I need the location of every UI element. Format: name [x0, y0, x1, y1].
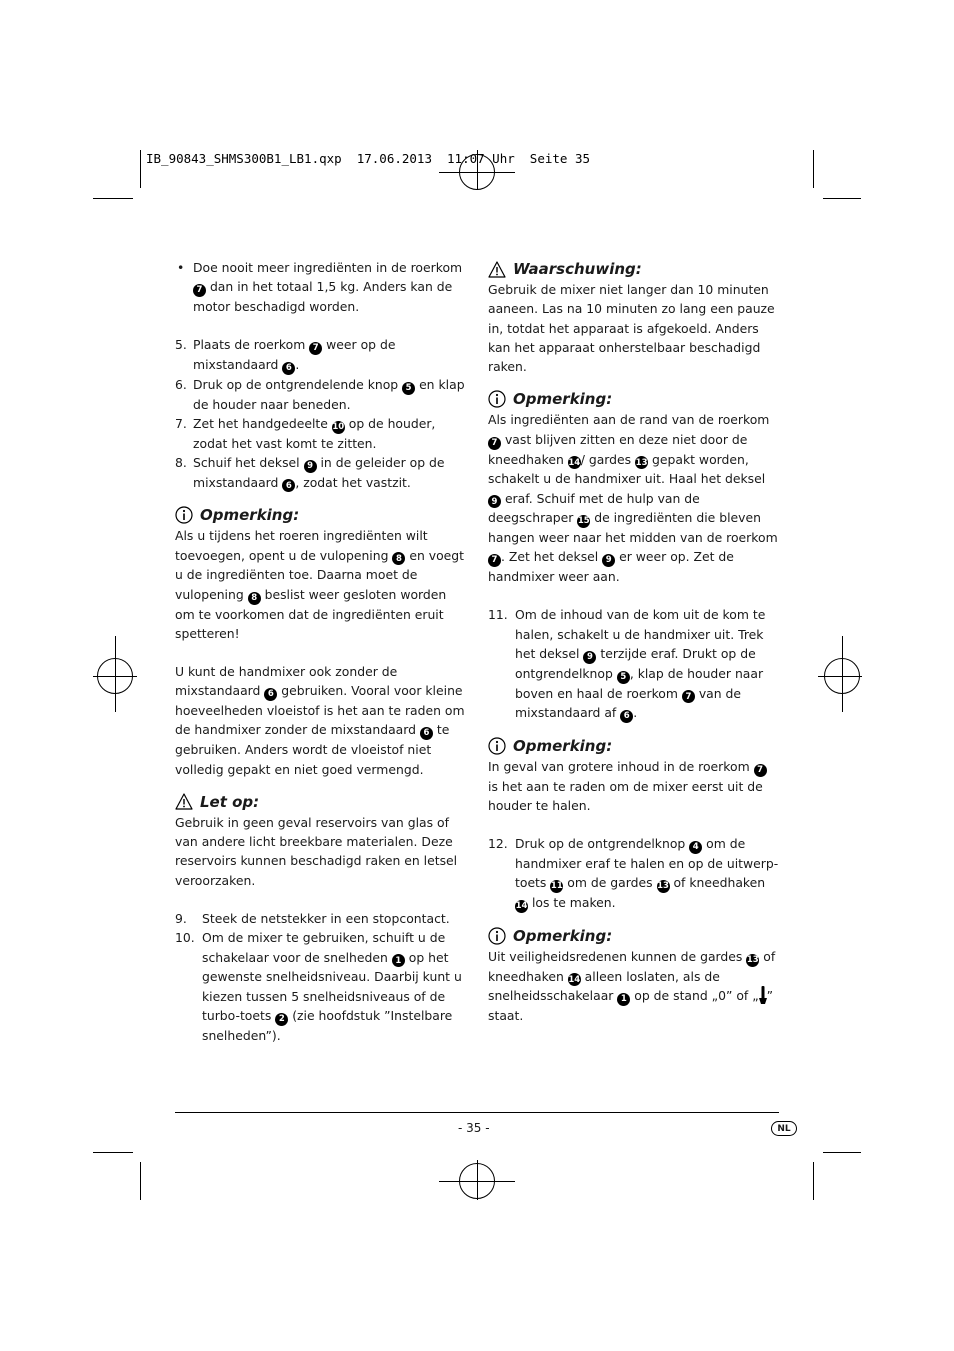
note-body: Als ingrediënten aan de rand van de roerkom 7 vast blijven zitten en deze niet door de kneedhaken 14/ gardes 13 gepakt worden, schakelt u de handmixer uit. Haal het deksel 9 eraf. Schuif met de hulp van de deegschraper 15 de ingrediënten die bleven hangen weer naar het midden van de roerkom 7 . Zet het deksel 9 er weer op. Zet de handmixer weer aan. [488, 412, 778, 585]
crop-mark [140, 150, 141, 188]
part-number-badge: 1 [617, 993, 630, 1006]
info-icon [488, 737, 506, 755]
print-header: IB_90843_SHMS300B1_LB1.qxp 17.06.2013 11:07 Uhr Seite 35 [146, 151, 591, 166]
registration-mark [477, 1160, 478, 1200]
part-number-badge: 9 [304, 460, 317, 473]
warning-body: Gebruik de mixer niet langer dan 10 minuten aaneen. Las na 10 minuten zo lang een pauze in, totdat het apparaat is afgekoeld. Anders kan het apparaat onherstelbaar beschadigd raken. [488, 282, 775, 375]
part-number-badge: 7 [488, 437, 501, 450]
step-9: 9. Steek de netstekker in een stopcontact. [175, 909, 467, 928]
part-number-badge: 10 [332, 421, 345, 432]
part-number-badge: 11 [550, 881, 563, 892]
part-number-badge: 13 [635, 457, 648, 468]
step-number: 11. [488, 607, 508, 623]
step-7: 7. Zet het handgedeelte 10 op de houder, zodat het vast komt te zitten. [175, 415, 436, 451]
note-heading [488, 735, 780, 757]
step-number: 8. [175, 454, 187, 470]
part-number-badge: 15 [577, 516, 590, 527]
part-number-badge: 9 [583, 651, 596, 664]
info-icon [175, 506, 193, 524]
part-number-badge: 14 [568, 974, 581, 985]
switch-position-icon [759, 988, 767, 1003]
step-8: 8. Schuif het deksel 9 in de geleider op de mixstandaard 6 , zodat het vastzit. [175, 454, 445, 491]
note-body: Als u tijdens het roeren ingrediënten wilt toevoegen, opent u de vulopening 8 en voegt u de ingrediënten toe. Daarna moet de vulopening 8 beslist weer gesloten worden om te voorkomen dat de ingrediënten eruit spetteren! [175, 528, 465, 641]
part-number-badge: 13 [746, 954, 759, 965]
crop-mark [93, 1152, 133, 1153]
note-heading [488, 925, 780, 947]
step-11: 11. Om de inhoud van de kom uit de kom te halen, schakelt u de handmixer uit. Trek het deksel 9 terzijde eraf. Drukt op de ontgrendelknop 5 , klap de houder naar boven en haal de roerkom 7 van de mixstandaard af 6 . [488, 607, 766, 722]
info-icon [488, 390, 506, 408]
language-badge: NL [771, 1121, 797, 1136]
warning-title: Waarschuwing: [513, 260, 642, 278]
crop-mark [140, 1162, 141, 1200]
part-number-badge: 9 [602, 554, 615, 567]
bullet-item: • Doe nooit meer ingrediënten in de roerkom 7 dan in het totaal 1,5 kg. Anders kan de motor beschadigd worden. [175, 258, 467, 316]
part-number-badge: 2 [275, 1013, 288, 1026]
part-number-badge: 6 [620, 710, 633, 723]
part-number-badge: 7 [488, 554, 501, 567]
part-number-badge: 5 [402, 382, 415, 395]
part-number-badge: 6 [420, 727, 433, 740]
part-number-badge: 5 [617, 671, 630, 684]
left-column [175, 258, 467, 1045]
step-number: 10. [175, 930, 195, 946]
part-number-badge: 1 [392, 954, 405, 967]
part-number-badge: 6 [282, 362, 295, 375]
note-title: Opmerking: [513, 926, 613, 945]
crop-mark [93, 198, 133, 199]
step-5: 5. Plaats de roerkom 7 weer op de mixstandaard 6 . [175, 337, 396, 374]
paragraph: U kunt de handmixer ook zonder de mixstandaard 6 gebruiken. Vooral voor kleine hoeveelheden vloeistof is het aan te raden om de handmixer zonder de mixstandaard 6 te gebruiken. Anders wordt de vloeistof niet volledig gepakt en niet goed vermengd. [175, 664, 465, 777]
warning-heading [488, 258, 780, 280]
note-title: Opmerking: [513, 737, 613, 756]
step-number: 9. [175, 911, 187, 926]
part-number-badge: 6 [282, 479, 295, 492]
step-12: 12. Druk op de ontgrendelknop 4 om de handmixer eraf te halen en op de uitwerp-toets 11 om de gardes 13 of kneedhaken 14 los te maken. [488, 836, 779, 912]
step-10: 10. Om de mixer te gebruiken, schuift u de schakelaar voor de snelheden 1 op het gewenste snelheidsniveau. Daarbij kunt u kiezen tussen 5 snelheidsniveaus of de turbo-toets 2 (zie hoofdstuk ”Instelbare snelheden”). [175, 930, 462, 1043]
part-number-badge: 4 [689, 841, 702, 854]
note-body: In geval van grotere inhoud in de roerkom 7 is het aan te raden om de mixer eerst uit de houder te halen. [488, 757, 780, 815]
warning-icon [488, 260, 506, 278]
note-title: Opmerking: [200, 506, 300, 525]
registration-mark [842, 636, 843, 712]
step-number: 12. [488, 836, 508, 852]
step-number: 5. [175, 337, 187, 353]
warning-icon [175, 793, 193, 811]
step-number: 6. [175, 376, 187, 392]
part-number-badge: 7 [309, 342, 322, 355]
crop-mark [823, 198, 861, 199]
part-number-badge: 7 [754, 764, 767, 777]
note-heading [488, 388, 780, 410]
part-number-badge: 6 [264, 688, 277, 701]
part-number-badge: 9 [488, 495, 501, 508]
part-number-badge: 13 [657, 881, 669, 892]
part-number-badge: 7 [682, 690, 695, 703]
crop-mark [813, 150, 814, 188]
part-number-badge: 14 [568, 457, 581, 468]
note-title: Opmerking: [513, 390, 613, 409]
crop-mark [823, 1152, 861, 1153]
page-number: - 35 - [458, 1121, 490, 1135]
crop-mark [813, 1162, 814, 1200]
info-icon [488, 927, 506, 945]
note-heading [175, 504, 467, 526]
step-6: 6. Druk op de ontgrendelende knop 5 en klap de houder naar beneden. [175, 376, 465, 412]
right-column [488, 258, 780, 1025]
part-number-badge: 8 [392, 552, 405, 565]
footer-rule [175, 1112, 779, 1113]
registration-mark [818, 676, 862, 677]
note-body: Uit veiligheidsredenen kunnen de gardes 13 of kneedhaken 14 alleen loslaten, als de snelheidsschakelaar 1 op de stand „0” of „ ” staat. [488, 948, 776, 1024]
registration-mark [115, 636, 116, 712]
caution-heading [175, 791, 467, 813]
step-number: 7. [175, 415, 187, 431]
part-number-badge: 8 [248, 592, 261, 605]
part-number-badge: 7 [193, 284, 206, 297]
caution-body: Gebruik in geen geval reservoirs van glas of van andere licht breekbare materialen. Deze reservoirs kunnen beschadigd raken en letsel veroorzaken. [175, 814, 458, 888]
part-number-badge: 14 [515, 901, 528, 912]
caution-title: Let op: [200, 792, 260, 811]
